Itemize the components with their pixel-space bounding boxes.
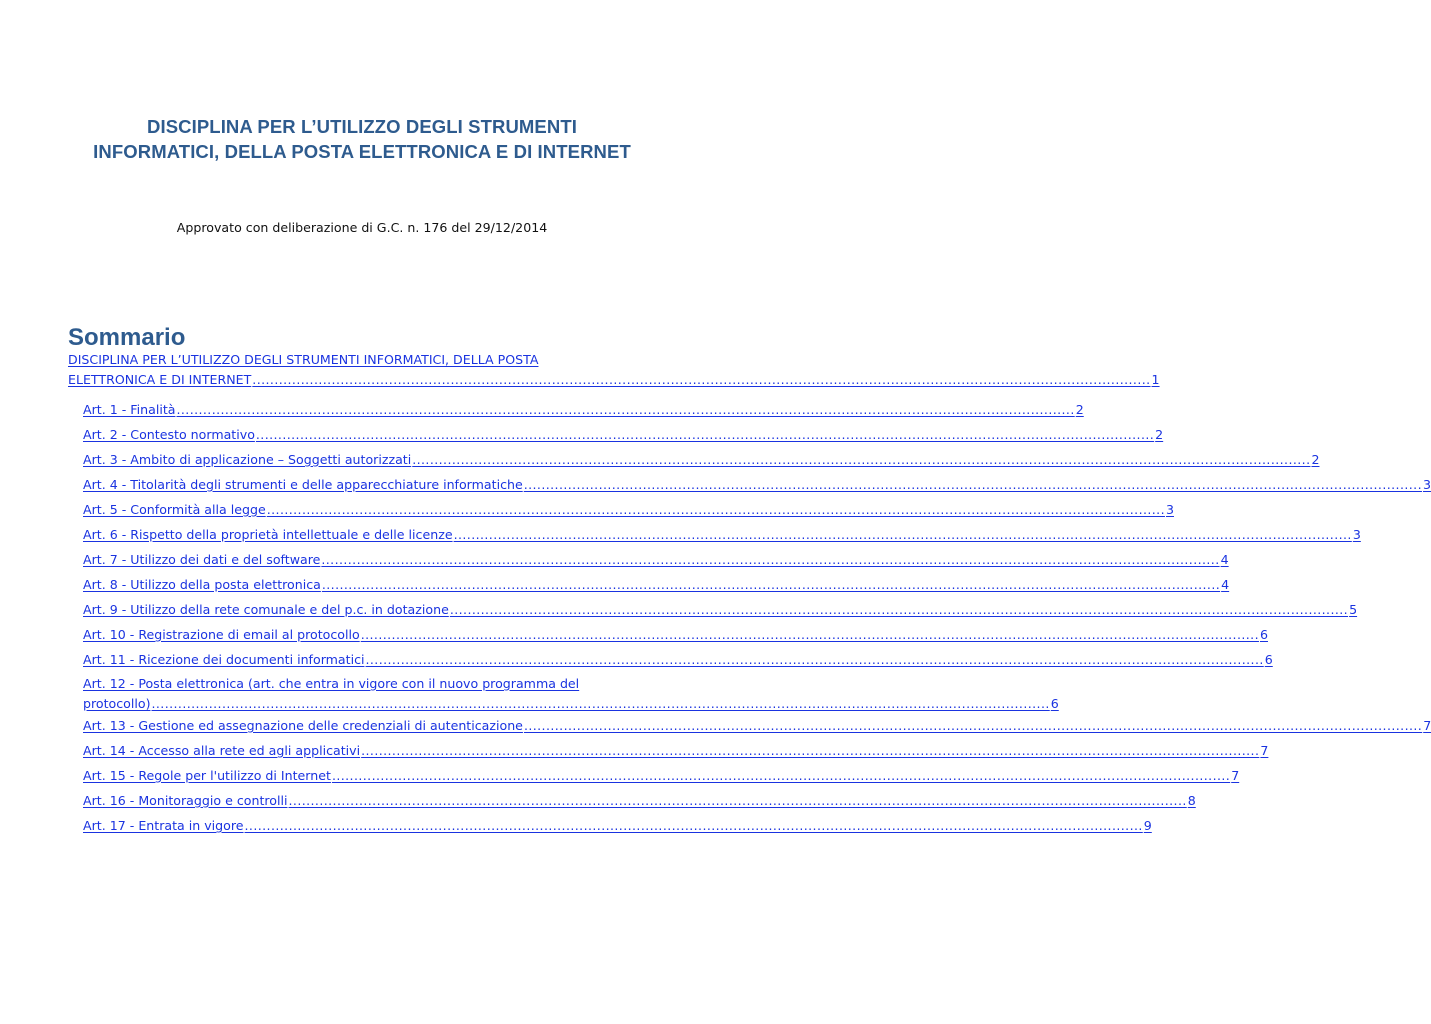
toc-page-number: 6 — [1050, 696, 1059, 711]
toc-heading: Sommario — [68, 324, 186, 351]
toc-entry-label: Art. 9 - Utilizzo della rete comunale e del p.c. in dotazione — [83, 602, 449, 617]
toc-leader-dots: ............................................................................................................................................................................................................ — [412, 452, 1311, 467]
toc-entry-art-12[interactable] — [83, 674, 1059, 714]
toc-page-number: 4 — [1220, 552, 1229, 567]
toc-leader-dots: ............................................................................................................................................................................................................ — [151, 696, 1050, 711]
toc-entry-label: Art. 8 - Utilizzo della posta elettronica — [83, 577, 321, 592]
toc-entry-art-1[interactable] — [83, 400, 1084, 420]
toc-entry-label-line2: protocollo) — [83, 696, 151, 711]
toc-entry-art-14[interactable] — [83, 741, 1269, 761]
toc-page-number: 3 — [1422, 477, 1431, 492]
toc-entry-art-15[interactable] — [83, 766, 1240, 786]
toc-leader-dots: ............................................................................................................................................................................................................ — [360, 627, 1259, 642]
toc-page-number: 8 — [1187, 793, 1196, 808]
toc-entry-label: Art. 14 - Accesso alla rete ed agli applicativi — [83, 743, 361, 758]
toc-page-number: 2 — [1311, 452, 1320, 467]
toc-leader-dots: ............................................................................................................................................................................................................ — [252, 372, 1151, 387]
toc-page-number: 2 — [1075, 402, 1084, 417]
toc-leader-dots: ............................................................................................................................................................................................................ — [523, 718, 1423, 733]
toc-entry-art-7[interactable] — [83, 550, 1229, 570]
toc-entry-art-3[interactable] — [83, 450, 1320, 470]
toc-entry-label: Art. 13 - Gestione ed assegnazione delle credenziali di autenticazione — [83, 718, 523, 733]
toc-leader-dots: ............................................................................................................................................................................................................ — [176, 402, 1075, 417]
toc-page-number: 2 — [1155, 427, 1164, 442]
toc-entry-label: Art. 2 - Contesto normativo — [83, 427, 255, 442]
approval-note: Approvato con deliberazione di G.C. n. 176 del 29/12/2014 — [176, 220, 548, 235]
toc-entry-main[interactable] — [68, 350, 1160, 390]
toc-page-number: 6 — [1259, 627, 1268, 642]
toc-leader-dots: ............................................................................................................................................................................................................ — [321, 552, 1220, 567]
toc-entry-art-17[interactable] — [83, 816, 1152, 836]
toc-entry-art-10[interactable] — [83, 625, 1268, 645]
toc-entry-label: Art. 1 - Finalità — [83, 402, 176, 417]
toc-leader-dots: ............................................................................................................................................................................................................ — [244, 818, 1143, 833]
toc-entry-art-2[interactable] — [83, 425, 1164, 445]
toc-entry-art-4[interactable] — [83, 475, 1431, 495]
toc-leader-dots: ............................................................................................................................................................................................................ — [523, 477, 1422, 492]
toc-entry-main-line2: ELETTRONICA E DI INTERNET — [68, 372, 252, 387]
toc-entry-art-11[interactable] — [83, 650, 1273, 670]
toc-page-number: 7 — [1231, 768, 1240, 783]
toc-entry-art-8[interactable] — [83, 575, 1230, 595]
toc-entry-label: Art. 16 - Monitoraggio e controlli — [83, 793, 288, 808]
toc-leader-dots: ............................................................................................................................................................................................................ — [361, 743, 1260, 758]
toc-page-number: 1 — [1151, 372, 1160, 387]
toc-page-number: 3 — [1165, 502, 1174, 517]
toc-page-number: 5 — [1349, 602, 1358, 617]
toc-entry-label: Art. 4 - Titolarità degli strumenti e delle apparecchiature informatiche — [83, 477, 523, 492]
document-title — [68, 114, 656, 164]
toc-entry-label: Art. 7 - Utilizzo dei dati e del software — [83, 552, 321, 567]
toc-page-number: 9 — [1143, 818, 1152, 833]
toc-leader-dots: ............................................................................................................................................................................................................ — [331, 768, 1231, 783]
document-title-line1: DISCIPLINA PER L’UTILIZZO DEGLI STRUMENTI — [147, 116, 577, 137]
toc-entry-art-6[interactable] — [83, 525, 1361, 545]
toc-entry-label: Art. 3 - Ambito di applicazione – Soggetti autorizzati — [83, 452, 412, 467]
toc-leader-dots: ............................................................................................................................................................................................................ — [266, 502, 1165, 517]
toc-entry-label: Art. 6 - Rispetto della proprietà intellettuale e delle licenze — [83, 527, 453, 542]
toc-leader-dots: ............................................................................................................................................................................................................ — [449, 602, 1349, 617]
toc-page-number: 3 — [1352, 527, 1361, 542]
document-title-line2: INFORMATICI, DELLA POSTA ELETTRONICA E DI INTERNET — [93, 141, 631, 162]
toc-page-number: 7 — [1260, 743, 1269, 758]
toc-page-number: 7 — [1423, 718, 1431, 733]
toc-entry-label: Art. 12 - Posta elettronica (art. che entra in vigore con il nuovo programma del — [83, 676, 580, 691]
toc-leader-dots: ............................................................................................................................................................................................................ — [288, 793, 1187, 808]
toc-entry-art-9[interactable] — [83, 600, 1358, 620]
toc-entry-label: Art. 17 - Entrata in vigore — [83, 818, 244, 833]
toc-entry-main-line1: DISCIPLINA PER L’UTILIZZO DEGLI STRUMENTI INFORMATICI, DELLA POSTA — [68, 352, 539, 367]
toc-leader-dots: ............................................................................................................................................................................................................ — [255, 427, 1155, 442]
toc-entry-label: Art. 15 - Regole per l'utilizzo di Internet — [83, 768, 331, 783]
toc-entry-art-13[interactable] — [83, 716, 1431, 736]
toc-leader-dots: ............................................................................................................................................................................................................ — [453, 527, 1352, 542]
toc-page-number: 4 — [1221, 577, 1230, 592]
toc-entry-art-5[interactable] — [83, 500, 1174, 520]
toc-leader-dots: ............................................................................................................................................................................................................ — [321, 577, 1221, 592]
toc-leader-dots: ............................................................................................................................................................................................................ — [365, 652, 1264, 667]
toc-entry-label: Art. 11 - Ricezione dei documenti informatici — [83, 652, 365, 667]
toc-entry-art-16[interactable] — [83, 791, 1196, 811]
toc-entry-label: Art. 5 - Conformità alla legge — [83, 502, 266, 517]
toc-page-number: 6 — [1264, 652, 1273, 667]
toc-entry-label: Art. 10 - Registrazione di email al protocollo — [83, 627, 360, 642]
